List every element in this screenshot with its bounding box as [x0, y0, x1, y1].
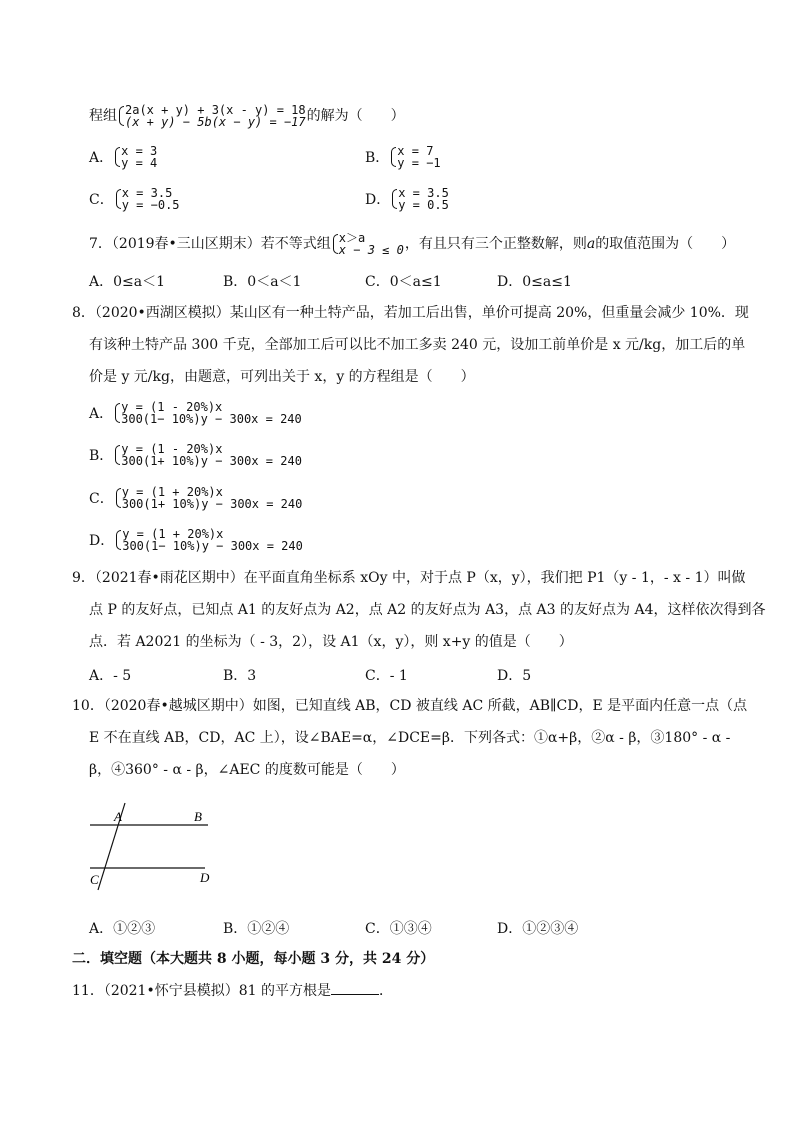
q6-option-c[interactable]: C． x = 3.5 y = −0.5 [89, 186, 180, 212]
section-2-heading: 二．填空题（本大题共 8 小题，每小题 3 分，共 24 分） [72, 951, 435, 967]
point-c-label: C [90, 872, 99, 887]
q8-line-1: 8．（2020•西湖区模拟）某山区有一种土特产品，若加工后出售，单价可提高 20%，但重量会减少 10%．现 [72, 305, 749, 321]
q9-line-2: 点 P 的友好点，已知点 A1 的友好点为 A2，点 A2 的友好点为 A3，点 A3 的友好点为 A4，这样依次得到各 [89, 602, 766, 618]
q10-option-c[interactable]: C．①③④ [365, 921, 432, 937]
q7-option-a[interactable]: A．0≤a＜1 [89, 274, 166, 290]
q8-option-a[interactable]: A． y = (1 - 20%)x 300(1− 10%)y − 300x = 240 [89, 400, 302, 426]
q9-line-3: 点．若 A2021 的坐标为（ - 3，2），设 A1（x，y），则 x+y 的值是（ ） [89, 634, 573, 650]
q10-line-2: E 不在直线 AB，CD，AC 上），设∠BAE=α，∠DCE=β．下列各式：①α+β，②α - β，③180° - α - [89, 730, 731, 746]
q9-option-d[interactable]: D．5 [497, 668, 532, 684]
q10-line-1: 10．（2020春•越城区期中）如图，已知直线 AB，CD 被直线 AC 所截，AB∥CD，E 是平面内任意一点（点 [72, 698, 748, 714]
q6-option-d[interactable]: D． x = 3.5 y = 0.5 [365, 186, 449, 212]
q6-suffix: 的解为（ ） [306, 108, 405, 124]
q6-equation-system: 2a(x + y) + 3(x - y) = 18 (x + y) − 5b(x − y) = −17 [118, 104, 306, 128]
q8-line-3: 价是 y 元/kg，由题意，可列出关于 x，y 的方程组是（ ） [89, 369, 475, 385]
q8-option-c[interactable]: C． y = (1 + 20%)x 300(1+ 10%)y − 300x = 240 [89, 485, 303, 511]
q8-option-d[interactable]: D． y = (1 + 20%)x 300(1− 10%)y − 300x = 240 [89, 527, 303, 553]
q10-parallel-lines-figure [80, 800, 230, 900]
q10-option-b[interactable]: B．①②④ [223, 921, 290, 937]
q11-answer-blank[interactable] [331, 982, 379, 995]
q7-inequality-system: x＞a x − 3 ≤ 0 [332, 232, 404, 256]
q7-option-d[interactable]: D．0≤a≤1 [497, 274, 572, 290]
q9-option-b[interactable]: B．3 [223, 668, 257, 684]
point-a-label: A [114, 809, 122, 824]
q11-stem: 11．（2021•怀宁县模拟）81 的平方根是 ． [72, 983, 393, 999]
q10-option-d[interactable]: D．①②③④ [497, 921, 579, 937]
q6-prefix: 程组 [89, 108, 117, 124]
q7-option-c[interactable]: C．0＜a≤1 [365, 274, 442, 290]
q7-stem: 7．（2019春•三山区期末）若不等式组 x＞a x − 3 ≤ 0 ，有且只有三个正整数解，则a的取值范围为（ ） [89, 231, 736, 257]
q10-line-3: β，④360° - α - β，∠AEC 的度数可能是（ ） [89, 762, 405, 778]
q6-option-b[interactable]: B． x = 7 y = −1 [365, 144, 441, 170]
q9-option-c[interactable]: C．- 1 [365, 668, 408, 684]
q8-line-2: 有该种土特产品 300 千克，全部加工后可以比不加工多卖 240 元，设加工前单价是 x 元/kg，加工后的单 [89, 337, 746, 353]
q6-option-a[interactable]: A． x = 3 y = 4 [89, 144, 158, 170]
point-d-label: D [200, 870, 210, 885]
q10-option-a[interactable]: A．①②③ [89, 921, 156, 937]
q8-option-b[interactable]: B． y = (1 - 20%)x 300(1+ 10%)y − 300x = 240 [89, 442, 302, 468]
q9-line-1: 9．（2021春•雨花区期中）在平面直角坐标系 xOy 中，对于点 P（x，y），我们把 P1（y - 1，- x - 1）叫做 [72, 570, 746, 586]
q9-option-a[interactable]: A．- 5 [89, 668, 132, 684]
point-b-label: B [194, 809, 202, 824]
q6-stem [89, 104, 405, 128]
q7-option-b[interactable]: B．0＜a＜1 [223, 274, 302, 290]
